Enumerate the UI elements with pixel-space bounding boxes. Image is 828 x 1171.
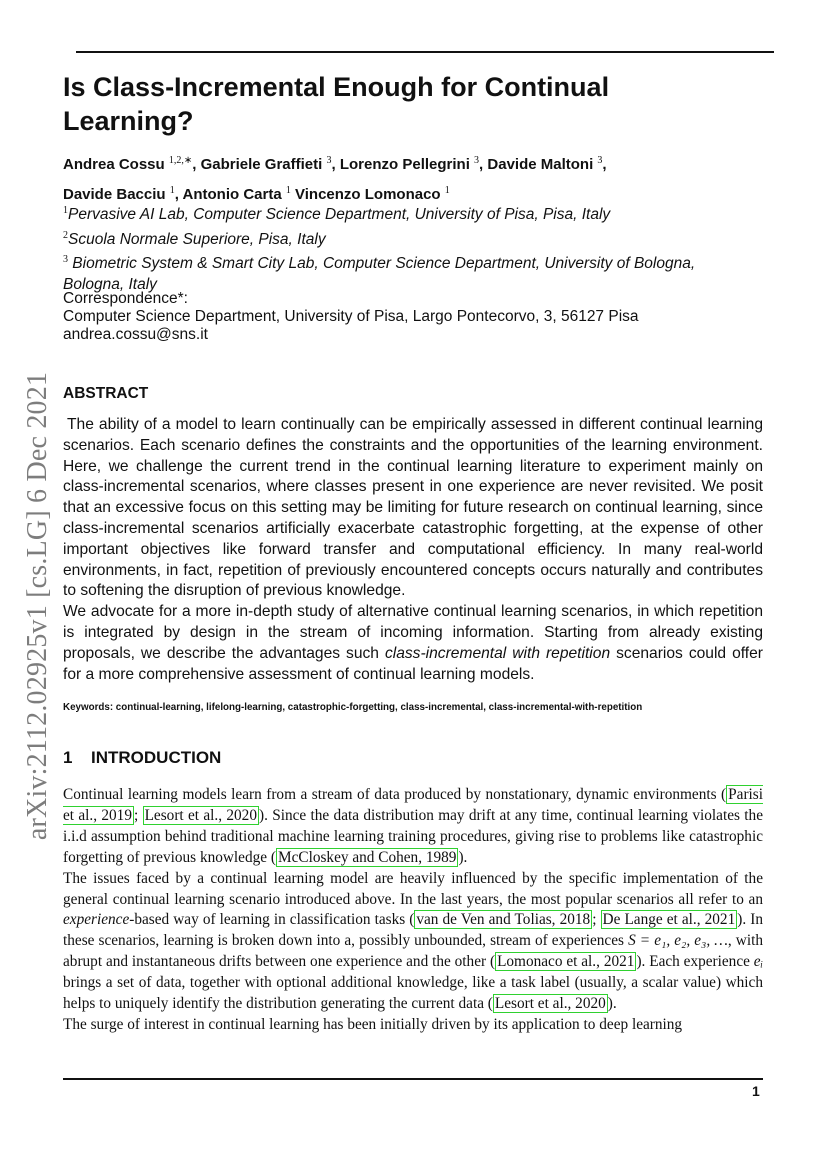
affiliation: $^3$ Biometric System & Smart City Lab, Computer Science Department, University of Bologna, Bologna, Italy — [63, 254, 696, 293]
citation-link[interactable]: van de Ven and Tolias, 2018 — [416, 911, 591, 929]
section-heading-introduction — [63, 748, 221, 768]
abstract-paragraph: The ability of a model to learn continually can be empirically assessed in different continual learning scenarios. Each scenario defines the constraints and the opportunities of the learning environment. Here, we challenge the current trend in the continual learning literature to experiment mainly on class-incremental scenarios, where classes present in one experience are never revisited. We posit that an excessive focus on this setting may be limiting for future research on continual learning, since class-incremental scenarios artificially exacerbate catastrophic forgetting, at the expense of other important objectives like forward transfer and computational efficiency. In many real-world environments, in fact, repetition of previously encountered concepts occurs naturally and contributes to softening the disruption of previous knowledge. — [63, 416, 763, 600]
affiliation-list — [63, 201, 753, 295]
citation-link[interactable]: Parisi et al., 2019 — [63, 786, 763, 824]
abstract-heading: ABSTRACT — [63, 385, 149, 402]
citation-link[interactable]: De Lange et al., 2021 — [602, 911, 736, 929]
header-rule — [76, 51, 774, 53]
section-number: 1 — [63, 748, 73, 767]
author: Gabriele Graffieti $^3$, — [200, 155, 340, 173]
intro-paragraph: The issues faced by a continual learning model are heavily influenced by the specific implementation of the general continual learning scenario introduced above. In the last years, the most popular scenarios all refer to an experience-based way of learning in classification tasks ( van de Ven and Tolias, 2018 ; De Lange et al., 2021 ). In these scenarios, learning is broken down into a, possibly unbounded, stream of experiences S = e₁, e₂, e₃, …, with abrupt and instantaneous drifts between one experience and the other ( Lomonaco et al., 2021 ). Each experience eᵢ brings a set of data, together with optional additional knowledge, like a task label (usually, a scalar value) which helps to uniquely identify the distribution generating the current data ( Lesort et al., 2020 ). — [63, 869, 764, 1013]
correspondence-email[interactable]: andrea.cossu@sns.it — [63, 326, 208, 343]
section-title: INTRODUCTION — [91, 748, 222, 767]
abstract-paragraph: We advocate for a more in-depth study of alternative continual learning scenarios, in which repetition is integrated by design in the stream of incoming information. Starting from already existing proposals, we describe the advantages such class-incremental with repetition scenarios could offer for a more comprehensive assessment of continual learning models. — [63, 603, 763, 683]
author: Lorenzo Pellegrini $^3$, — [339, 155, 488, 173]
author: Andrea Cossu $^{1,2,∗}$, — [63, 155, 201, 173]
author: Antonio Carta $^1$ — [182, 185, 291, 203]
intro-paragraph: Continual learning models learn from a stream of data produced by nonstationary, dynamic environments ( Parisi et al., 2019 ; Lesort et al., 2020 ). Since the data distribution may drift at any time, continual learning violates the i.i.d assumption behind traditional machine learning training procedures, giving rise to problems like catastrophic forgetting of previous knowledge ( McCloskey and Cohen, 1989 ). — [63, 786, 763, 866]
citation-link[interactable]: Lesort et al., 2020 — [144, 806, 257, 824]
correspondence-label: Correspondence*: — [63, 290, 188, 307]
math-expression: S = e₁, e₂, e₃, … — [628, 932, 728, 950]
correspondence-block — [63, 290, 763, 344]
citation-link[interactable]: Lesort et al., 2020 — [494, 995, 606, 1013]
citation-link[interactable]: McCloskey and Cohen, 1989 — [277, 848, 457, 866]
affiliation: $^2$Scuola Normale Superiore, Pisa, Italy — [63, 229, 326, 248]
author: Davide Bacciu $^1$, — [63, 185, 183, 203]
correspondence-address: Computer Science Department, University of Pisa, Largo Pontecorvo, 3, 56127 Pisa — [63, 308, 639, 325]
author-list — [63, 148, 753, 208]
page-number: 1 — [752, 1083, 760, 1099]
abstract-body — [63, 415, 763, 685]
author: Davide Maltoni $^3$, — [487, 155, 607, 173]
keywords: Keywords: continual-learning, lifelong-learning, catastrophic-forgetting, class-incremental, class-incremental-with-repetition — [63, 702, 643, 713]
intro-paragraph: The surge of interest in continual learning has been initially driven by its application to deep learning — [63, 1015, 683, 1033]
paper-title: Is Class-Incremental Enough for Continual Learning? — [63, 72, 610, 136]
citation-link[interactable]: Lomonaco et al., 2021 — [497, 953, 635, 971]
affiliation: $^1$Pervasive AI Lab, Computer Science Department, University of Pisa, Pisa, Italy — [63, 205, 611, 224]
arxiv-identifier-text: arXiv:2112.02925v1 [cs.LG] 6 Dec 2021 — [22, 371, 54, 841]
introduction-body — [63, 785, 763, 1036]
arxiv-identifier — [8, 371, 68, 841]
author: Vincenzo Lomonaco $^1$ — [295, 185, 450, 203]
math-expression: eᵢ — [753, 953, 764, 971]
footer-rule — [63, 1078, 763, 1080]
